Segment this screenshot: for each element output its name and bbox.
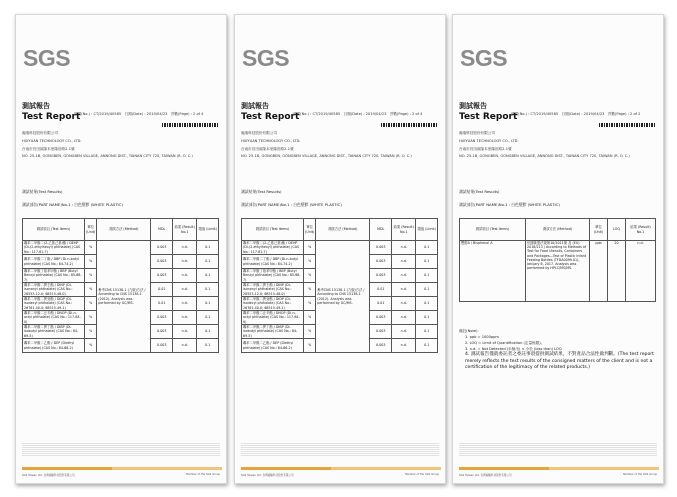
table-row <box>242 241 438 255</box>
cell-item: 鄰苯二甲酸二乙酯 / DEP (Diethyl phthalate) (CAS No.: 84-66-2) <box>23 339 85 353</box>
section-title: 測試結果(Test Results) <box>241 189 282 194</box>
cell-result: n.d. <box>392 297 416 311</box>
cell-result: n.d. <box>173 283 197 297</box>
cell-unit: % <box>85 283 97 297</box>
cell-item: 鄰苯二甲酸二乙酯 / DEP (Diethyl phthalate) (CAS No.: 84-66-2) <box>242 339 304 353</box>
cell-mdl: 0.01 <box>151 283 173 297</box>
cell-mdl: 0.01 <box>370 283 392 297</box>
address-cn: 台南市官田區隆本里隆田路2-1號 <box>459 147 512 151</box>
cell-limit: 0.1 <box>416 241 438 255</box>
header-method: 測試方法 (Method) <box>526 219 590 241</box>
cell-unit: % <box>304 269 316 283</box>
cell-mdl: 0.003 <box>370 255 392 269</box>
cell-limit: 0.1 <box>197 269 219 283</box>
report-date: 日期(Date) : 2019/04/23 <box>124 112 168 116</box>
cell-method: 參考CNS 15138-1 (九版)方法 / According to CNS 15138-1 (2012). Analysis was performed by GC/MS. <box>97 241 151 353</box>
cell-limit: 0.1 <box>197 325 219 339</box>
header-method: 測試方法 (Method) <box>97 219 151 241</box>
footer-disclaimer <box>241 443 439 457</box>
note-item: 1. ppb = 1000ppm <box>465 335 499 339</box>
address-cn: 台南市官田區隆本里隆田路2-1號 <box>22 147 75 151</box>
cell-unit: % <box>85 311 97 325</box>
cell-limit: 0.1 <box>416 339 438 353</box>
notes-section <box>459 328 655 372</box>
barcode <box>381 123 437 127</box>
header-limit: 限值 (Limit) <box>197 219 219 241</box>
cell-item: 鄰苯二甲酸二異壬酯 / DINP (Di-isononyl phthalate) (CAS No.: 28553-12-0; 68515-48-0) <box>23 283 85 297</box>
header-unit: 單位 (Unit) <box>304 219 316 241</box>
cell-mdl: 0.01 <box>370 297 392 311</box>
cell-unit: % <box>85 269 97 283</box>
cell-limit: 0.1 <box>197 241 219 255</box>
cell-limit: 0.1 <box>197 339 219 353</box>
cell-mdl: 0.003 <box>151 241 173 255</box>
sgs-logo: SGS <box>242 45 290 71</box>
section-title: 測試結果(Test Results) <box>459 189 500 194</box>
company-name-en: HUIYUAN TECHNOLOGY CO., LTD. <box>241 139 301 143</box>
header-test-items: 測試項目 (Test Items) <box>242 219 304 241</box>
cell-mdl: 0.003 <box>151 339 173 353</box>
cell-limit: 0.1 <box>197 283 219 297</box>
page-number: 頁數(Page) : 2 of 4 <box>170 112 204 116</box>
cell-result: n.d. <box>392 311 416 325</box>
header-test-items: 測試項目 (Test Items) <box>23 219 85 241</box>
cell-result: n.d. <box>392 269 416 283</box>
cell-result: n.d. <box>173 241 197 255</box>
cell-mdl: 0.003 <box>370 311 392 325</box>
cell-result: n.d. <box>392 255 416 269</box>
cell-unit: % <box>85 297 97 311</box>
footer-member: Member of the SGS Group <box>405 473 439 476</box>
report-date: 日期(Date) : 2019/04/23 <box>343 112 387 116</box>
cell-mdl: 0.003 <box>151 311 173 325</box>
note-item: 3. n.d. = Not Detected (未檢出) < 小於 (less than) LOQ <box>465 347 562 351</box>
note-item-disclaimer: 4. 測試報告僅就委託者之委託事項提供測試結果，不對產品合法性做判斷。(The test report merely reflects the test results of the consigned matters of the client and is not a certification of the legitimacy of the related products.) <box>465 352 654 370</box>
footer-disclaimer <box>459 443 657 457</box>
company-name-en: HUIYUAN TECHNOLOGY CO., LTD. <box>459 139 519 143</box>
cell-item: 鄰苯二甲酸二異丁酯 / DIBP (Di-isobutyl phthalate) (CAS No.: 84-69-5) <box>242 325 304 339</box>
cell-item: 鄰苯二甲酸二(2-乙基己基)酯 / DEHP (Di-(2-ethylhexyl) phthalate) (CAS No.: 117-81-7) <box>242 241 304 255</box>
report-header <box>511 112 640 117</box>
cell-item: 鄰苯二甲酸二異丁酯 / DIBP (Di-isobutyl phthalate) (CAS No.: 84-69-5) <box>23 325 85 339</box>
cell-result: n.d. <box>173 255 197 269</box>
header-unit: 單位 (Unit) <box>85 219 97 241</box>
company-name: 瀚瑞科技股份有限公司 <box>459 131 495 135</box>
title-cn: 測試報告 <box>241 102 269 110</box>
footer-disclaimer <box>22 443 220 457</box>
report-header <box>74 112 203 117</box>
results-table <box>22 218 219 353</box>
cell-result: n.d. <box>173 325 197 339</box>
cell-mdl: 0.003 <box>370 269 392 283</box>
page-number: 頁數(Page) : 2 of 4 <box>389 112 423 116</box>
cell-result: n.d. <box>392 241 416 255</box>
cell-limit: 0.1 <box>416 311 438 325</box>
footer-member: Member of the SGS Group <box>623 473 657 476</box>
title-en: Test Report <box>22 112 81 122</box>
cell-mdl: 0.003 <box>151 269 173 283</box>
report-header <box>293 112 422 117</box>
note-item: 2. LOQ = Limit of Quantification (定量極限)。 <box>465 341 545 345</box>
report-number: 號碼(No.) : CT/2019/40585 <box>74 112 122 116</box>
cell-result: n.d. <box>173 339 197 353</box>
cell-item: 鄰苯二甲酸丁基苯甲酯 / BBP (Butyl Benzyl phthalate) (CAS No.: 85-68-7) <box>23 269 85 283</box>
report-page-3 <box>452 14 664 484</box>
footer-bar <box>459 467 659 470</box>
cell-item: 鄰苯二甲酸二異癸酯 / DIDP (Di-isodecyl phthalate) (CAS No.: 26761-40-0; 68515-49-1) <box>242 297 304 311</box>
barcode <box>162 123 218 127</box>
cell-mdl: 0.003 <box>151 325 173 339</box>
footer-address: SGS Taiwan Ltd. 台灣檢驗科技股份有限公司 <box>22 474 75 477</box>
cell-item: 鄰苯二甲酸二正辛酯 / DNOP (Di-n-octyl phthalate) (CAS No.: 117-84-0) <box>23 311 85 325</box>
cell-item: 鄰苯二甲酸二異壬酯 / DINP (Di-isononyl phthalate) (CAS No.: 28553-12-0; 68515-48-0) <box>242 283 304 297</box>
report-number: 號碼(No.) : CT/2019/40585 <box>293 112 341 116</box>
title-cn: 測試報告 <box>459 102 487 110</box>
footer-address: SGS Taiwan Ltd. 台灣檢驗科技股份有限公司 <box>241 474 294 477</box>
cell-limit: 0.1 <box>197 311 219 325</box>
sgs-logo: SGS <box>23 45 71 71</box>
part-name: 測試部位(PART NAME)No.1 : 白色塑膠 (WHITE PLASTIC) <box>241 202 342 207</box>
cell-unit: % <box>85 241 97 255</box>
cell-unit: % <box>304 311 316 325</box>
header-mdl: MDL <box>370 219 392 241</box>
cell-limit: 0.1 <box>197 255 219 269</box>
header-mdl: MDL <box>151 219 173 241</box>
part-name: 測試部位(PART NAME)No.1 : 白色塑膠 (WHITE PLASTIC) <box>459 202 560 207</box>
sgs-logo: SGS <box>460 45 508 71</box>
address-en: NO. 25-1B, GONGBEN, GONGBEN VILLAGE, ANNONG DIST., TAINAN CITY 720, TAIWAN (R. O. C.) <box>459 154 630 158</box>
cell-item: 鄰苯二甲酸丁基苯甲酯 / BBP (Butyl Benzyl phthalate) (CAS No.: 85-68-7) <box>242 269 304 283</box>
header-method: 測試方法 (Method) <box>316 219 370 241</box>
results-table <box>459 218 656 302</box>
company-name: 瀚瑞科技股份有限公司 <box>241 131 277 135</box>
cell-item: 鄰苯二甲酸二丁酯 / DBP (Di-n-butyl phthalate) (CAS No.: 84-74-2) <box>23 255 85 269</box>
footer-member: Member of the SGS Group <box>186 473 220 476</box>
cell-result: n.d. <box>626 241 656 302</box>
table-row <box>460 241 656 302</box>
header-result: 結果 (Result) No.1 <box>392 219 416 241</box>
cell-unit: % <box>304 241 316 255</box>
cell-mdl: 0.003 <box>370 339 392 353</box>
cell-loq: 20 <box>608 241 626 302</box>
cell-item: 鄰苯二甲酸二(2-乙基己基)酯 / DEHP (Di-(2-ethylhexyl) phthalate) (CAS No.: 117-81-7) <box>23 241 85 255</box>
cell-result: n.d. <box>392 325 416 339</box>
cell-unit: ppb <box>590 241 608 302</box>
header-test-items: 測試項目 (Test Items) <box>460 219 526 241</box>
cell-limit: 0.1 <box>416 283 438 297</box>
cell-unit: % <box>85 325 97 339</box>
cell-unit: % <box>304 339 316 353</box>
title-en: Test Report <box>459 112 518 122</box>
cell-result: n.d. <box>392 283 416 297</box>
header-result: 結果 (Result) No.1 <box>626 219 656 241</box>
cell-unit: % <box>304 255 316 269</box>
cell-limit: 0.1 <box>197 297 219 311</box>
report-page-1 <box>15 14 227 484</box>
cell-item: 鄰苯二甲酸二異癸酯 / DIDP (Di-isodecyl phthalate) (CAS No.: 26761-40-0; 68515-49-1) <box>23 297 85 311</box>
part-name: 測試部位(PART NAME)No.1 : 白色塑膠 (WHITE PLASTIC) <box>22 202 123 207</box>
address-en: NO. 25-1B, GONGBEN, GONGBEN VILLAGE, ANNONG DIST., TAINAN CITY 720, TAIWAN (R. O. C.) <box>22 154 193 158</box>
cell-mdl: 0.003 <box>370 241 392 255</box>
barcode <box>599 123 655 127</box>
notes-title: 備註(Note)： <box>459 329 482 333</box>
header-limit: 限值 (Limit) <box>416 219 438 241</box>
cell-mdl: 0.01 <box>151 297 173 311</box>
report-number: 號碼(No.) : CT/2019/40585 <box>511 112 559 116</box>
cell-unit: % <box>85 255 97 269</box>
cell-limit: 0.1 <box>416 325 438 339</box>
cell-unit: % <box>304 325 316 339</box>
cell-mdl: 0.003 <box>151 255 173 269</box>
cell-item: 鄰苯二甲酸二正辛酯 / DNOP (Di-n-octyl phthalate) (CAS No.: 117-84-0) <box>242 311 304 325</box>
cell-limit: 0.1 <box>416 297 438 311</box>
header-unit: 單位 (Unit) <box>590 219 608 241</box>
table-header-row <box>242 219 438 241</box>
results-table <box>241 218 438 353</box>
cell-unit: % <box>85 339 97 353</box>
address-cn: 台南市官田區隆本里隆田路2-1號 <box>241 147 294 151</box>
table-row <box>23 241 219 255</box>
header-result: 結果 (Result) No.1 <box>173 219 197 241</box>
cell-unit: % <box>304 283 316 297</box>
cell-result: n.d. <box>173 297 197 311</box>
company-name-en: HUIYUAN TECHNOLOGY CO., LTD. <box>22 139 82 143</box>
table-header-row <box>23 219 219 241</box>
title-cn: 測試報告 <box>22 102 50 110</box>
header-loq: LOQ <box>608 219 626 241</box>
report-page-2 <box>234 14 446 484</box>
cell-item: 雙酚A / Bisphenol A <box>460 241 526 302</box>
footer-bar <box>22 467 222 470</box>
cell-result: n.d. <box>173 269 197 283</box>
cell-method: 依據歐盟法規第10/2011號 及 (EU) 2018/213 / According to Methods of Test for Food Utensils, Containers and Packages—Test of Plastic Infant Feeding Bottles (TFDA0099.01), January 8, 2017. Analysis was performed by HPLC/MS/MS. <box>526 241 590 302</box>
table-header-row <box>460 219 656 241</box>
page-number: 頁數(Page) : 2 of 2 <box>607 112 641 116</box>
cell-limit: 0.1 <box>416 255 438 269</box>
title-en: Test Report <box>241 112 300 122</box>
cell-result: n.d. <box>173 311 197 325</box>
company-name: 瀚瑞科技股份有限公司 <box>22 131 58 135</box>
cell-unit: % <box>304 297 316 311</box>
footer-bar <box>241 467 441 470</box>
address-en: NO. 25-1B, GONGBEN, GONGBEN VILLAGE, ANNONG DIST., TAINAN CITY 720, TAIWAN (R. O. C.) <box>241 154 412 158</box>
cell-method: 參考CNS 15138-1 (九版)方法 / According to CNS 15138-1 (2012). Analysis was performed by GC/MS. <box>316 241 370 353</box>
report-date: 日期(Date) : 2019/04/23 <box>561 112 605 116</box>
footer-address: SGS Taiwan Ltd. 台灣檢驗科技股份有限公司 <box>459 474 512 477</box>
section-title: 測試結果(Test Results) <box>22 189 63 194</box>
cell-item: 鄰苯二甲酸二丁酯 / DBP (Di-n-butyl phthalate) (CAS No.: 84-74-2) <box>242 255 304 269</box>
cell-result: n.d. <box>392 339 416 353</box>
cell-mdl: 0.003 <box>370 325 392 339</box>
cell-limit: 0.1 <box>416 269 438 283</box>
